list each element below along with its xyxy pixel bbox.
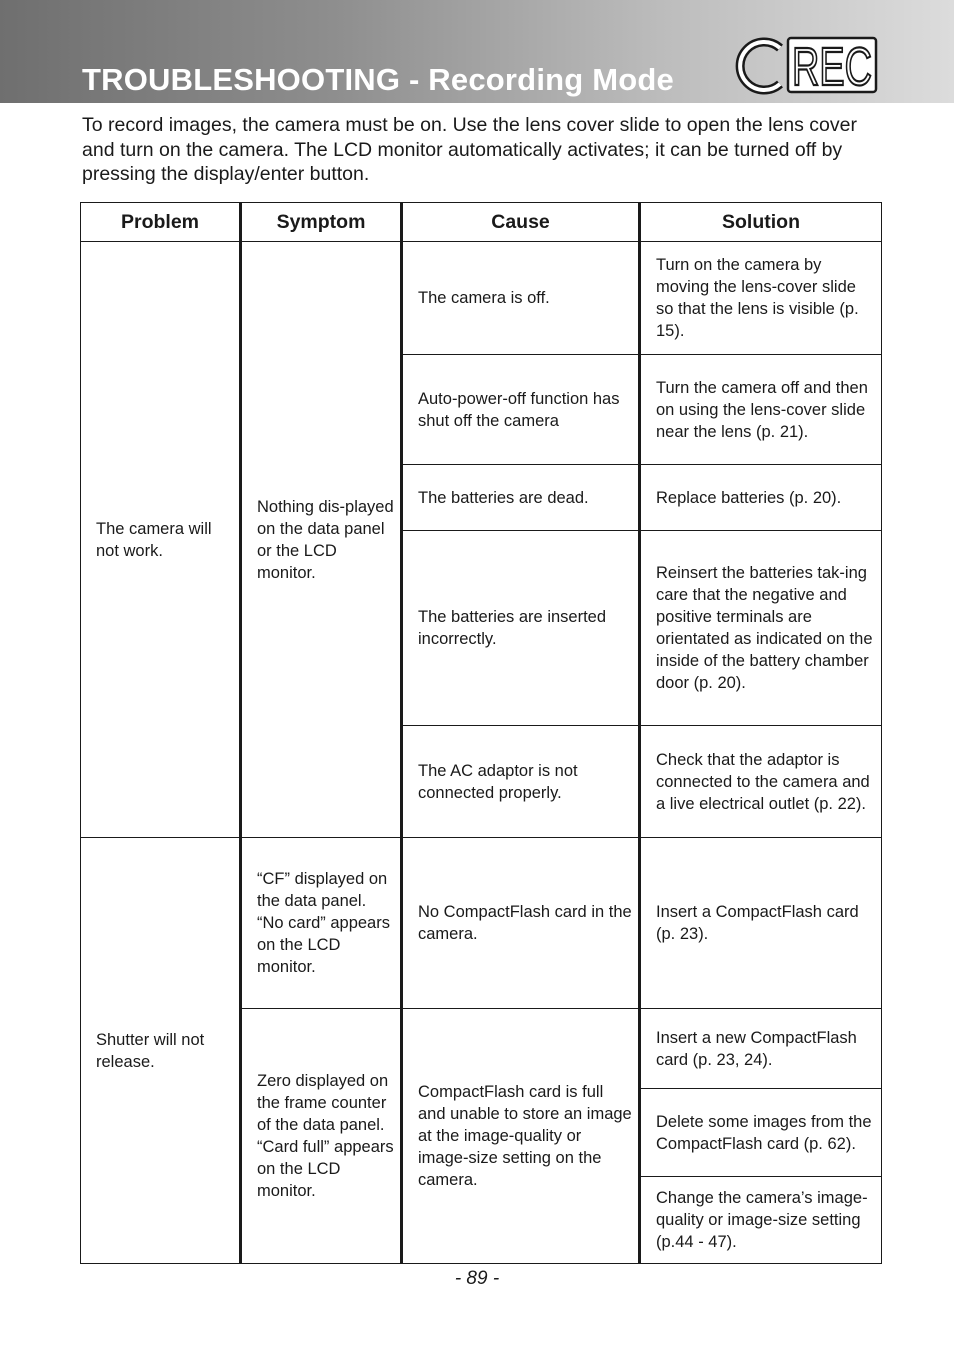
- rec-badge-text: REC: [792, 37, 872, 97]
- problem-cell: The camera will not work.: [81, 242, 241, 838]
- header-symptom: Symptom: [241, 203, 402, 242]
- cause-cell: Auto-power-off function has shut off the camera: [402, 355, 640, 465]
- symptom-cell: Zero displayed on the frame counter of the data panel. “Card full” appears on the LCD monitor.: [241, 1009, 402, 1264]
- page-number: - 89 -: [454, 1268, 500, 1289]
- symptom-cell: Nothing dis-played on the data panel or the LCD monitor.: [241, 242, 402, 838]
- header-cause: Cause: [402, 203, 640, 242]
- solution-cell: Change the camera’s image-quality or image-size setting (p.44 - 47).: [640, 1177, 882, 1264]
- cause-cell: No CompactFlash card in the camera.: [402, 838, 640, 1009]
- solution-cell: Delete some images from the CompactFlash card (p. 62).: [640, 1089, 882, 1177]
- solution-cell: Insert a new CompactFlash card (p. 23, 24).: [640, 1009, 882, 1089]
- cause-cell: The camera is off.: [402, 242, 640, 355]
- cause-cell: CompactFlash card is full and unable to store an image at the image-quality or image-size setting on the camera.: [402, 1009, 640, 1264]
- troubleshooting-table: [80, 202, 882, 1264]
- solution-cell: Insert a CompactFlash card (p. 23).: [640, 838, 882, 1009]
- rec-mode-icon: [736, 36, 878, 97]
- solution-cell: Replace batteries (p. 20).: [640, 465, 882, 531]
- table-row: [81, 242, 882, 355]
- intro-paragraph: To record images, the camera must be on. Use the lens cover slide to open the lens cover and turn on the camera. The LCD monitor automatically activates; it can be turned off by pressing the display/enter button.: [82, 114, 857, 185]
- table-header-row: [81, 203, 882, 242]
- solution-cell: Reinsert the batteries tak-ing care that the negative and positive terminals are orientated as indicated on the inside of the battery chamber door (p. 20).: [640, 531, 882, 726]
- table-row: [81, 838, 882, 1009]
- header-problem: Problem: [81, 203, 241, 242]
- header-solution: Solution: [640, 203, 882, 242]
- problem-cell: Shutter will not release.: [81, 838, 241, 1264]
- page-title: TROUBLESHOOTING - Recording Mode: [82, 62, 674, 97]
- cause-cell: The AC adaptor is not connected properly.: [402, 726, 640, 838]
- solution-cell: Check that the adaptor is connected to the camera and a live electrical outlet (p. 22).: [640, 726, 882, 838]
- solution-cell: Turn on the camera by moving the lens-cover slide so that the lens is visible (p. 15).: [640, 242, 882, 355]
- symptom-cell: “CF” displayed on the data panel. “No card” appears on the LCD monitor.: [241, 838, 402, 1009]
- solution-cell: Turn the camera off and then on using the lens-cover slide near the lens (p. 21).: [640, 355, 882, 465]
- cause-cell: The batteries are inserted incorrectly.: [402, 531, 640, 726]
- cause-cell: The batteries are dead.: [402, 465, 640, 531]
